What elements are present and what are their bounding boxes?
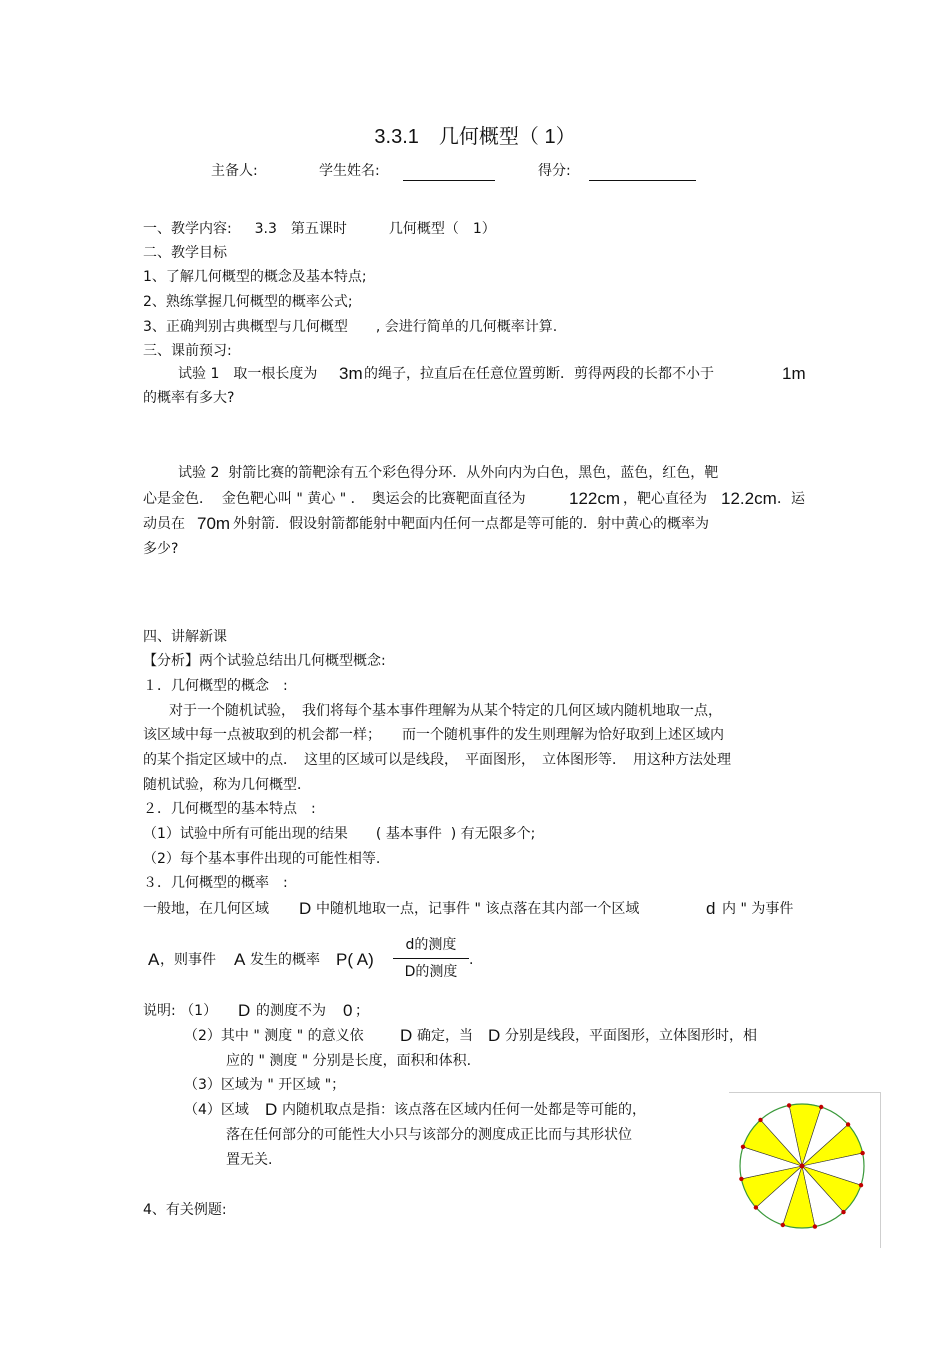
event-a-symbol: A [148,950,160,969]
goal-2: 2、熟练掌握几何概型的概率公式; [143,294,353,310]
probability-text-5: 发生的概率 [250,952,320,968]
spinner-point [754,1205,758,1209]
target-diameter: 122cm [569,489,621,508]
section-preview: 三、课前预习: [143,343,232,359]
spinner-point [859,1183,863,1187]
note-2-text-4: 应的 " 测度 " 分别是长度，面积和体积. [226,1053,472,1069]
note-4-text: 内随机取点是指：该点落在区域内任何一处都是等可能的， [282,1102,646,1118]
experiment-1-question: 的概率有多大? [143,390,235,406]
section-new-lesson: 四、讲解新课 [143,629,227,645]
experiment-2-text-5: 动员在 [143,516,185,532]
spinner-point [739,1177,743,1181]
page-title: 3.3.1 几何概型（ 1） [374,126,576,148]
note-2-d-2: D [488,1026,501,1045]
goal-1: 1、了解几何概型的概念及基本特点; [143,269,367,285]
probability-text-1: 一般地，在几何区域 [143,901,269,917]
subregion-d-symbol: d [706,899,716,918]
concept-text-4: 随机试验，称为几何概型． [143,777,311,793]
fraction-bar [393,958,469,959]
note-2-text-2: 确定，当 [417,1028,473,1044]
experiment-1-text: 试验 1 取一根长度为 [178,366,318,382]
fraction-numerator: d的测度 [405,937,457,953]
concept-text-2: 该区域中每一点被取到的机会都一样； 而一个随机事件的发生则理解为恰好取到上述区域内 [143,727,724,743]
experiment-1-text-2: 的绳子，拉直后在任意位置剪断．剪得两段的长都不小于 [364,366,714,382]
spinner-point [741,1145,745,1149]
experiment-2-text-4: ．运 [777,491,805,507]
note-4-text-3: 置无关. [226,1152,273,1168]
experiment-2-text: 试验 2 射箭比赛的箭靶涂有五个彩色得分环．从外向内为白色，黑色，蓝色，红色，靶 [178,465,719,481]
fraction-denominator: D的测度 [404,964,458,980]
probability-text-2: 中随机地取一点，记事件 " 该点落在其内部一个区域 [316,901,640,917]
spinner-point [758,1118,762,1122]
spinner-figure [729,1092,881,1248]
probability-fraction [393,934,469,983]
student-name-blank[interactable] [403,180,495,181]
note-1-text: 的测度不为 [256,1003,326,1019]
experiment-2-text-2: 心是金色． 金色靶心叫 " 黄心 " ． 奥运会的比赛靶面直径为 [143,491,526,507]
experiment-2-text-3: ，靶心直径为 [623,491,707,507]
concept-text-3: 的某个指定区域中的点． 这里的区域可以是线段， 平面图形， 立体图形等． 用这种方法处理 [143,752,731,768]
examples-heading: 4、有关例题: [143,1202,227,1218]
concept-text-1: 对于一个随机试验， 我们将每个基本事件理解为从某个特定的几何区域内随机地取一点， [169,703,722,719]
score-label: 得分: [538,163,571,179]
bullseye-diameter: 12.2cm [721,489,777,508]
spinner-point [841,1210,845,1214]
experiment-2-text-6: 外射箭．假设射箭都能射中靶面内任何一点都是等可能的．射中黄心的概率为 [233,516,709,532]
spinner-center-point [800,1164,805,1169]
region-d-symbol: D [299,899,312,918]
score-blank[interactable] [589,180,696,181]
analysis-line: 【分析】两个试验总结出几何概型概念: [143,653,386,669]
concept-heading: １．几何概型的概念 : [143,678,288,694]
spinner-point [846,1122,850,1126]
note-2-d: D [400,1026,413,1045]
features-heading: ２．几何概型的基本特点 : [143,801,316,817]
preparer-label: 主备人: [211,163,258,179]
probability-expression: P( A) [336,950,374,969]
fraction-period: . [469,952,474,968]
note-1-end: ； [355,1003,369,1019]
spinner-point [787,1103,791,1107]
note-3: （3）区域为 " 开区域 "； [184,1077,346,1093]
note-1-d: D [238,1001,251,1020]
note-1-label: 说明: （1） [143,1003,218,1019]
note-4-text-2: 落在任何部分的可能性大小只与该部分的测度成正比而与其形状位 [226,1127,632,1143]
spinner-point [813,1224,817,1228]
note-4-label: （4）区域 [184,1102,249,1118]
probability-text-3: 内 " 为事件 [722,901,794,917]
probability-heading: ３．几何概型的概率 : [143,875,288,891]
shooting-distance: 70m [197,514,231,533]
experiment-1-min: 1m [782,364,806,383]
experiment-2-question: 多少? [143,541,179,557]
note-4-d: D [265,1100,278,1119]
spinner-diagram [729,1092,881,1248]
section-content: 一、教学内容: 3.3 第五课时 几何概型（ 1） [143,221,496,237]
spinner-point [819,1105,823,1109]
student-name-label: 学生姓名: [319,163,380,179]
spinner-point [860,1151,864,1155]
feature-1: （1）试验中所有可能出现的结果 ( 基本事件 ) 有无限多个; [143,826,536,842]
goal-3: 3、正确判别古典概型与几何概型 , 会进行简单的几何概率计算. [143,319,558,335]
note-1-zero: 0 [343,1001,353,1020]
spinner-point [781,1223,785,1227]
experiment-1-length: 3m [339,364,363,383]
section-goals: 二、教学目标 [143,245,227,261]
feature-2: （2）每个基本事件出现的可能性相等. [143,851,381,867]
probability-text-4: ，则事件 [160,952,216,968]
note-2-text-3: 分别是线段，平面图形，立体图形时，相 [505,1028,757,1044]
note-2-text: （2）其中 " 测度 " 的意义依 [184,1028,364,1044]
event-a-symbol-2: A [234,950,246,969]
